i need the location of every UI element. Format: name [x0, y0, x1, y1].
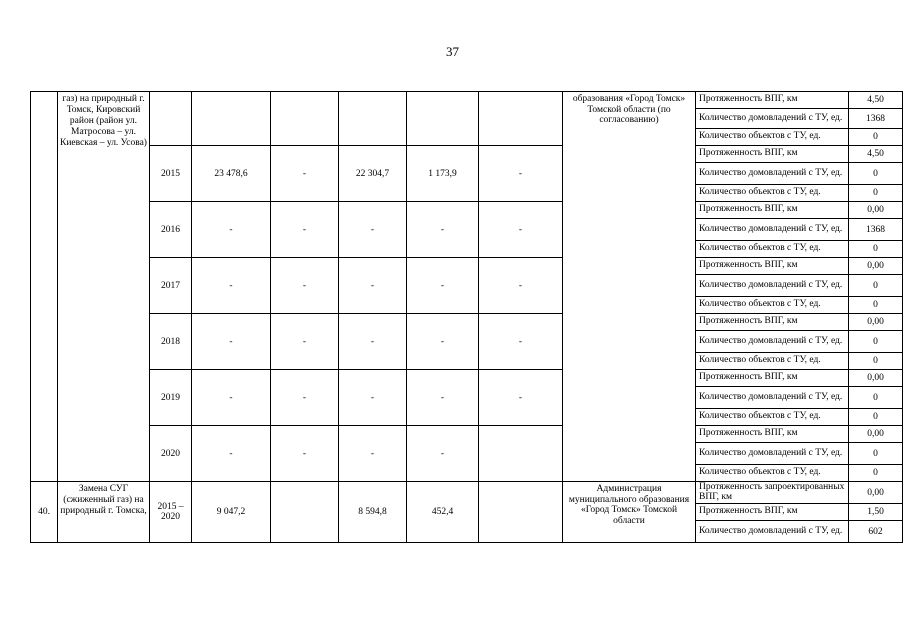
amount-cell: -	[407, 202, 479, 258]
program-table	[30, 91, 903, 543]
indicator-value: 0	[849, 275, 903, 297]
indicator-label: Протяженность ВПГ, км	[696, 314, 849, 331]
indicator-value: 0	[849, 465, 903, 482]
indicator-label: Количество объектов с ТУ, ед.	[696, 353, 849, 370]
indicator-value: 0	[849, 297, 903, 314]
indicator-label: Протяженность ВПГ, км	[696, 426, 849, 443]
indicator-value: 0	[849, 185, 903, 202]
amount-cell	[479, 426, 563, 482]
year-cell: 2015 – 2020	[150, 482, 192, 543]
empty-cell	[271, 92, 339, 146]
indicator-value: 0	[849, 353, 903, 370]
indicator-label: Количество объектов с ТУ, ед.	[696, 297, 849, 314]
amount-cell: -	[339, 314, 407, 370]
indicator-value: 0	[849, 443, 903, 465]
indicator-value: 1368	[849, 109, 903, 129]
indicator-label: Протяженность ВПГ, км	[696, 92, 849, 109]
amount-cell: -	[339, 202, 407, 258]
indicator-value: 0,00	[849, 202, 903, 219]
indicator-value: 4,50	[849, 92, 903, 109]
indicator-label: Количество домовладений с ТУ, ед.	[696, 387, 849, 409]
year-cell: 2017	[150, 258, 192, 314]
indicator-label: Протяженность ВПГ, км	[696, 504, 849, 521]
year-cell: 2016	[150, 202, 192, 258]
indicator-label: Количество домовладений с ТУ, ед.	[696, 521, 849, 543]
amount-cell: -	[271, 370, 339, 426]
amount-cell: 1 173,9	[407, 146, 479, 202]
amount-cell: -	[192, 314, 271, 370]
indicator-label: Количество объектов с ТУ, ед.	[696, 129, 849, 146]
indicator-value: 4,50	[849, 146, 903, 163]
year-cell: 2015	[150, 146, 192, 202]
amount-cell: -	[407, 370, 479, 426]
indicator-label: Протяженность ВПГ, км	[696, 258, 849, 275]
indicator-label: Количество объектов с ТУ, ед.	[696, 465, 849, 482]
indicator-label: Количество домовладений с ТУ, ед.	[696, 275, 849, 297]
amount-cell: -	[192, 258, 271, 314]
amount-cell: -	[192, 426, 271, 482]
amount-cell: -	[339, 426, 407, 482]
indicator-value: 1368	[849, 219, 903, 241]
indicator-label: Протяженность ВПГ, км	[696, 202, 849, 219]
amount-cell: -	[479, 146, 563, 202]
amount-cell: -	[271, 146, 339, 202]
executor-cell: Администрация муниципального образования «Город Томск» Томской области	[563, 482, 696, 543]
amount-cell: -	[192, 370, 271, 426]
executor-cell: образования «Город Томск» Томской области (по согласованию)	[563, 92, 696, 482]
year-cell: 2020	[150, 426, 192, 482]
indicator-label: Количество объектов с ТУ, ед.	[696, 409, 849, 426]
amount-cell: -	[479, 202, 563, 258]
amount-cell: 9 047,2	[192, 482, 271, 543]
indicator-value: 0	[849, 331, 903, 353]
amount-cell: 22 304,7	[339, 146, 407, 202]
amount-cell: 8 594,8	[339, 482, 407, 543]
empty-cell	[192, 92, 271, 146]
indicator-value: 0,00	[849, 426, 903, 443]
amount-cell: -	[339, 370, 407, 426]
amount-cell: -	[192, 202, 271, 258]
amount-cell: -	[407, 258, 479, 314]
year-cell: 2018	[150, 314, 192, 370]
indicator-label: Количество домовладений с ТУ, ед.	[696, 163, 849, 185]
amount-cell: -	[407, 426, 479, 482]
empty-cell	[150, 92, 192, 146]
amount-cell: 23 478,6	[192, 146, 271, 202]
indicator-label: Количество домовладений с ТУ, ед.	[696, 109, 849, 129]
row-number-cell: 40.	[31, 482, 58, 543]
indicator-label: Протяженность запроектированных ВПГ, км	[696, 482, 849, 504]
indicator-value: 0	[849, 129, 903, 146]
amount-cell: -	[479, 370, 563, 426]
indicator-label: Количество объектов с ТУ, ед.	[696, 185, 849, 202]
indicator-value: 0,00	[849, 258, 903, 275]
indicator-value: 0	[849, 409, 903, 426]
indicator-value: 0	[849, 387, 903, 409]
indicator-value: 0,00	[849, 370, 903, 387]
amount-cell: -	[479, 258, 563, 314]
indicator-value: 1,50	[849, 504, 903, 521]
amount-cell	[271, 482, 339, 543]
amount-cell: -	[271, 314, 339, 370]
measure-name-cell: Замена СУГ (сжиженный газ) на природный г. Томска,	[58, 482, 150, 543]
indicator-label: Количество домовладений с ТУ, ед.	[696, 443, 849, 465]
amount-cell	[479, 482, 563, 543]
measure-name-cell: газ) на природный г. Томск, Кировский район (район ул. Матросова – ул. Киевская – ул. Усова)	[58, 92, 150, 482]
amount-cell: 452,4	[407, 482, 479, 543]
amount-cell: -	[479, 314, 563, 370]
indicator-label: Количество домовладений с ТУ, ед.	[696, 219, 849, 241]
page-number: 37	[446, 44, 459, 59]
amount-cell: -	[271, 258, 339, 314]
amount-cell: -	[407, 314, 479, 370]
amount-cell: -	[271, 426, 339, 482]
empty-cell	[479, 92, 563, 146]
indicator-value: 0	[849, 163, 903, 185]
indicator-label: Количество объектов с ТУ, ед.	[696, 241, 849, 258]
indicator-label: Протяженность ВПГ, км	[696, 370, 849, 387]
indicator-label: Количество домовладений с ТУ, ед.	[696, 331, 849, 353]
indicator-value: 0,00	[849, 482, 903, 504]
indicator-value: 0	[849, 241, 903, 258]
row-number-cell	[31, 92, 58, 482]
amount-cell: -	[271, 202, 339, 258]
indicator-value: 602	[849, 521, 903, 543]
amount-cell: -	[339, 258, 407, 314]
empty-cell	[339, 92, 407, 146]
indicator-value: 0,00	[849, 314, 903, 331]
year-cell: 2019	[150, 370, 192, 426]
indicator-label: Протяженность ВПГ, км	[696, 146, 849, 163]
empty-cell	[407, 92, 479, 146]
